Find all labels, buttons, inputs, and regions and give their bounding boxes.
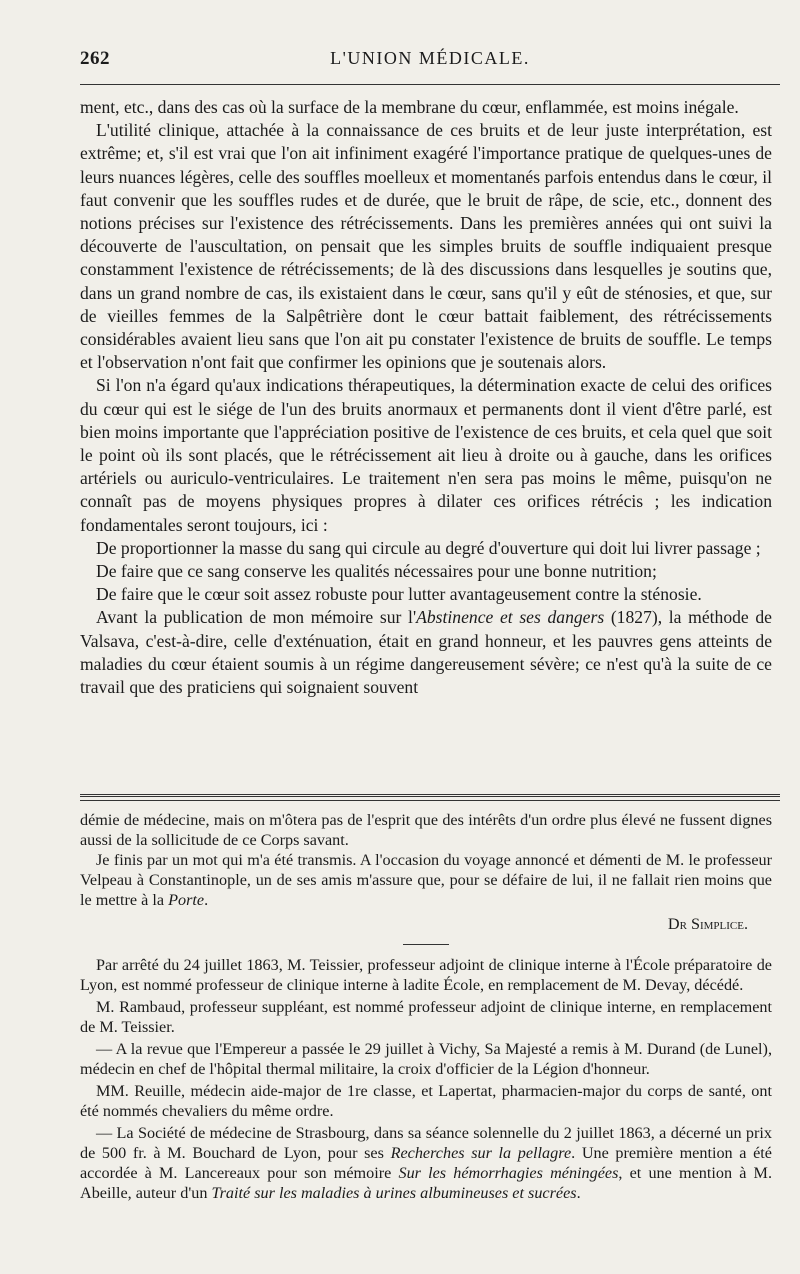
paragraph: démie de médecine, mais on m'ôtera pas de l'esprit que des intérêts d'un ordre plus élevé ne fussent dignes aussi de la sollicitude de ce Corps savant. — [80, 811, 772, 849]
paragraph: L'utilité clinique, attachée à la connaissance de ces bruits et de leur juste interprétation, est extrême; et, s'il est vrai que l'on ait infiniment exagéré l'importance pratique de quelques-unes de leurs nuances légères, celle des souffles moelleux et momentanés parfois entendus dans le cœur, il faut convenir que les souffles rudes et de durée, que le bruit de râpe, de scie, etc., donnent des notions précises sur l'existence des rétrécissements. Dans les premières années qui ont suivi la découverte de l'auscultation, on pensait que les simples bruits de souffle indiquaient presque constamment l'existence de rétrécissements; de là des discussions dans lesquelles je soutins que, dans un grand nombre de cas, ils existaient dans le cœur, sans qu'il y eût de sténosies, et que, sur de vieilles femmes de la Salpêtrière dont le cœur battait faiblement, des rétrécissements considérables avaient lieu sans que l'on ait pu constater l'existence de bruits de souffle. Le temps et l'observation n'ont fait que confirmer les opinions que je soutenais alors. — [80, 120, 772, 373]
page-number: 262 — [80, 48, 110, 69]
paragraph — [80, 606, 772, 699]
paragraph: ment, etc., dans des cas où la surface de la membrane du cœur, enflammée, est moins inégale. — [80, 97, 739, 117]
text-run: — La Société de médecine de Strasbourg, dans sa séance solennelle du 2 juillet 1863, a décerné un prix de 500 fr. à M. Bouchard de Lyon, pour ses — [80, 1124, 772, 1162]
news-item — [80, 1123, 772, 1203]
text-run: Je finis par un mot qui m'a été transmis. A l'occasion du voyage annoncé et démenti de M. le professeur Velpeau à Constantinople, un de ses amis m'assure que, pour se défaire de lui, il ne fallait rien moins que le mettre à la — [80, 851, 772, 909]
header-rule — [80, 84, 780, 85]
text-run: Avant la publication de mon mémoire sur l' — [96, 607, 417, 628]
book-title: Abstinence et ses dangers — [416, 607, 605, 628]
paragraph: De faire que le cœur soit assez robuste pour lutter avantageusement contre la sténosie. — [96, 584, 702, 605]
news-item: MM. Reuille, médecin aide-major de 1re classe, et Lapertat, pharmacien-major du corps de santé, ont été nommés chevaliers du même ordre. — [80, 1082, 772, 1120]
main-text — [80, 96, 772, 699]
emphasis: Porte — [168, 891, 205, 909]
section-rule — [80, 794, 780, 801]
work-title: Sur les hémorrhagies méningées — [398, 1164, 619, 1182]
paragraph: De faire que ce sang conserve les qualités nécessaires pour une bonne nutrition; — [96, 561, 657, 582]
page-header — [80, 48, 780, 78]
text-run: . — [576, 1184, 581, 1202]
text-run: (1827), la méthode de Valsava, c'est-à-dire, celle d'exténuation, était en grand honneur, et les pauvres gens atteints de maladies du cœur étaient soumis à un régime dangereusement sévère; ce n'est qu'à la suite de ce travail que des praticiens qui soignaient souvent — [80, 607, 772, 698]
signature: Dr Simplice. — [667, 915, 748, 933]
separator-rule — [403, 944, 449, 945]
work-title: Recherches sur la pellagre — [390, 1144, 572, 1162]
text-run: . Une première mention a été accordée à M. Lancereaux pour son mémoire — [80, 1144, 772, 1182]
news-section — [80, 955, 772, 1203]
text-run: . — [204, 891, 209, 909]
feuilleton-text — [80, 810, 772, 1205]
paragraph: De proportionner la masse du sang qui circule au degré d'ouverture qui doit lui livrer passage ; — [96, 537, 761, 558]
news-item: M. Rambaud, professeur suppléant, est nommé professeur adjoint de clinique interne, en remplacement de M. Teissier. — [80, 998, 772, 1036]
paragraph: Si l'on n'a égard qu'aux indications thérapeutiques, la détermination exacte de celui des orifices du cœur qui est le siége de l'un des bruits anormaux et permanents dont il vient d'être parlé, est bien moins importante que l'appréciation positive de l'existence de ces bruits, et cela quel que soit le point où ils sont placés, que le rétrécissement ait lieu à droite ou à gauche, dans les orifices artériels ou auriculo-ventriculaires. Le traitement n'en sera pas moins le même, puisqu'on ne connaît pas de moyens physiques propres à dilater ces orifices rétrécis ; les indication fondamentales seront toujours, ici : — [80, 375, 772, 535]
news-item: Par arrêté du 24 juillet 1863, M. Teissier, professeur adjoint de clinique interne à l'École préparatoire de Lyon, est nommé professeur de clinique interne à ladite École, en remplacement de M. Devay, décédé. — [80, 956, 772, 994]
news-item: — A la revue que l'Empereur a passée le 29 juillet à Vichy, Sa Majesté a remis à M. Durand (de Lunel), médecin en chef de l'hôpital thermal militaire, la croix d'officier de la Légion d'honneur. — [80, 1040, 772, 1078]
paragraph — [80, 850, 772, 910]
text-run: , et une mention à M. Abeille, auteur d'un — [80, 1164, 772, 1202]
running-title: L'UNION MÉDICALE. — [330, 48, 530, 68]
work-title: Traité sur les maladies à urines albumineuses et sucrées — [211, 1184, 577, 1202]
